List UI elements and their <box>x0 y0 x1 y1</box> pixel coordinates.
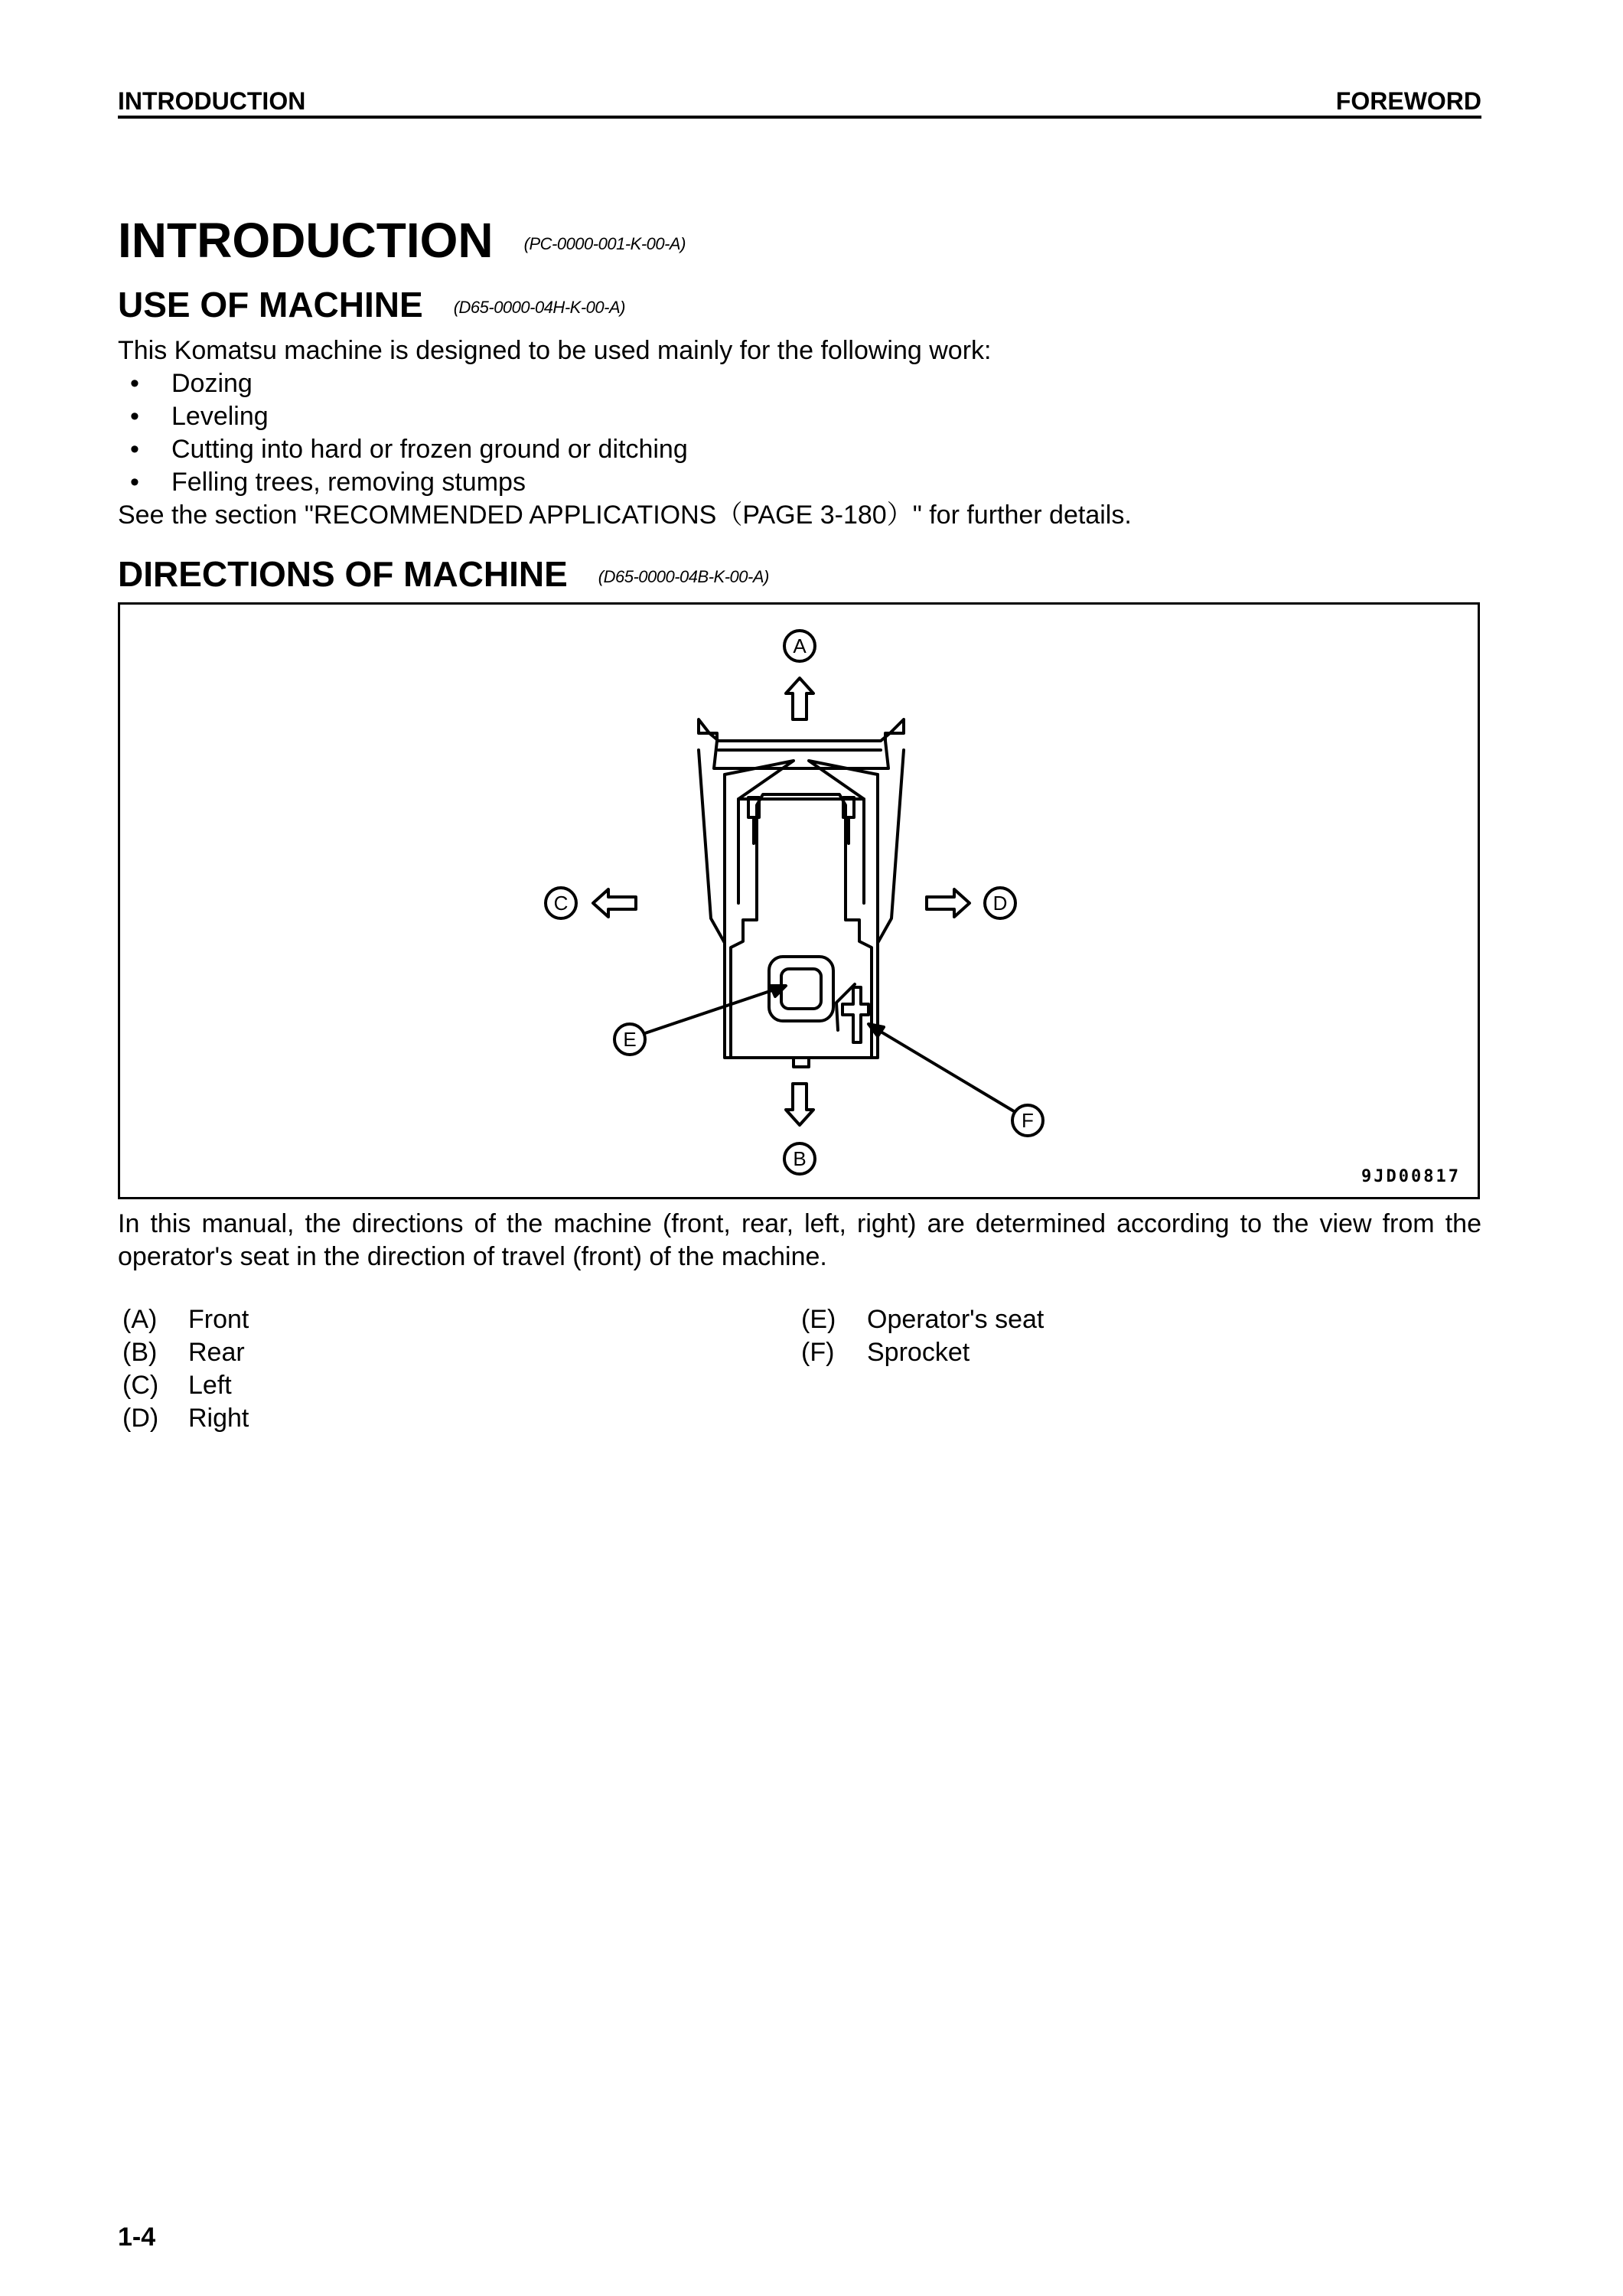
legend-key: (C) <box>122 1371 159 1400</box>
label-d: D <box>992 892 1008 915</box>
legend-item-e <box>801 1303 1044 1336</box>
legend-key: (A) <box>122 1305 158 1334</box>
page-number: 1-4 <box>118 2223 156 2252</box>
legend-label: Rear <box>188 1338 245 1367</box>
machine-top-view-diagram <box>120 605 1478 1197</box>
use-of-machine-heading <box>118 283 625 329</box>
operator-seat-inner <box>781 969 821 1009</box>
arrow-rear-icon <box>786 1084 813 1125</box>
label-a: A <box>793 634 807 657</box>
directions-code: (D65-0000-04B-K-00-A) <box>598 566 769 586</box>
label-c: C <box>553 892 569 915</box>
legend-item-d <box>122 1402 249 1435</box>
use-of-machine-code: (D65-0000-04H-K-00-A) <box>453 297 625 317</box>
legend-key: (F) <box>801 1338 835 1367</box>
directions-heading <box>118 553 769 598</box>
dozer-blade <box>699 719 904 768</box>
use-of-machine-title: USE OF MACHINE <box>118 285 423 325</box>
see-also-text: See the section "RECOMMENDED APPLICATIONS（PAGE 3-180）" for further details. <box>118 501 1132 530</box>
legend-item-f <box>801 1336 970 1369</box>
page-title-code: (PC-0000-001-K-00-A) <box>523 234 686 254</box>
directions-description: In this manual, the directions of the machine (front, rear, left, right) are determined according to the view from the operator's seat in the direction of travel (front) of the machine. <box>118 1209 1481 1271</box>
use-of-machine-intro: This Komatsu machine is designed to be used mainly for the following work: <box>118 336 992 365</box>
directions-title: DIRECTIONS OF MACHINE <box>118 554 568 594</box>
directions-figure <box>118 602 1480 1199</box>
list-item: • Felling trees, removing stumps <box>118 466 688 499</box>
arrow-front-icon <box>786 678 813 719</box>
list-item: • Dozing <box>118 367 688 400</box>
arrow-right-icon <box>927 889 970 917</box>
arrow-left-icon <box>593 889 636 917</box>
figure-id: 9JD00817 <box>1361 1167 1461 1186</box>
right-frame <box>809 761 878 903</box>
legend-label: Front <box>188 1305 249 1334</box>
leader-e-arrowhead <box>771 986 786 996</box>
running-header-right: FOREWORD <box>1335 87 1481 115</box>
label-e: E <box>623 1028 637 1051</box>
label-f: F <box>1022 1109 1034 1132</box>
header-divider <box>118 116 1481 119</box>
legend-item-c <box>122 1369 232 1402</box>
right-track <box>878 750 904 943</box>
legend-label: Sprocket <box>867 1338 970 1367</box>
leader-f <box>873 1027 1014 1111</box>
list-item: • Leveling <box>118 400 688 433</box>
legend-key: (E) <box>801 1305 836 1334</box>
sprocket-icon <box>842 987 869 1042</box>
leader-e <box>645 987 781 1033</box>
legend-label: Left <box>188 1371 232 1400</box>
legend-item-b <box>122 1336 245 1369</box>
legend-label: Right <box>188 1404 249 1433</box>
left-track <box>699 750 725 943</box>
list-item: • Cutting into hard or frozen ground or ditching <box>118 433 688 466</box>
work-list <box>118 367 688 499</box>
rear-hitch <box>794 1058 809 1067</box>
legend-item-a <box>122 1303 249 1336</box>
running-header-left: INTRODUCTION <box>118 87 306 115</box>
legend-key: (B) <box>122 1338 158 1367</box>
page-title-text: INTRODUCTION <box>118 213 494 268</box>
page-title <box>118 210 686 275</box>
left-frame <box>725 761 794 903</box>
label-b: B <box>793 1147 807 1170</box>
legend-key: (D) <box>122 1404 159 1433</box>
machine-body <box>731 794 872 1058</box>
legend-label: Operator's seat <box>867 1305 1045 1334</box>
